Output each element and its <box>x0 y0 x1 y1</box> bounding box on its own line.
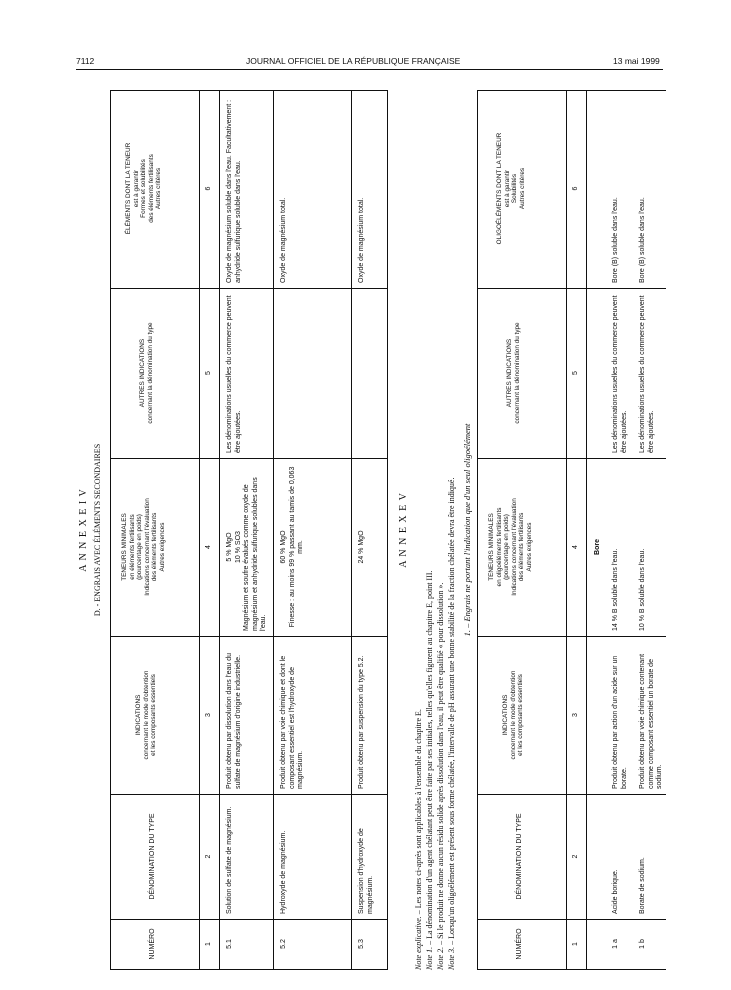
col-number: 6 <box>205 186 212 191</box>
row-number: 5.3 <box>358 939 365 949</box>
row-teneurs: 14 % B soluble dans l'eau. <box>612 548 619 631</box>
row-number: 1 b <box>639 939 646 949</box>
col-header-numero: NUMÉRO <box>149 928 156 960</box>
row-indications: Produit obtenu par voie chimique contenant comme composant essentiel un borate de sodium. <box>639 653 664 789</box>
row-indications: Produit obtenu par suspension du type 5.2. <box>358 655 365 789</box>
row-denomination: Hydroxyde de magnésium. <box>280 830 287 914</box>
annexe-iv-table <box>110 90 388 970</box>
row-teneurs: 24 % MgO <box>358 530 365 564</box>
row-elements: Bore (B) soluble dans l'eau. <box>612 197 619 283</box>
col-number: 4 <box>205 545 212 549</box>
note-2: Note 2. – Si le produit ne donne aucun résidu solide après dissolution dans l'eau, il peut être qualifié « pour dissolution ». <box>436 582 445 970</box>
row-number: 1 a <box>612 939 619 949</box>
col-header-autres: AUTRES INDICATIONS concernant la dénomination du type <box>139 322 154 424</box>
col-header-numero: NUMÉRO <box>516 928 523 960</box>
col-number: 1 <box>572 942 579 946</box>
row-elements: Bore (B) soluble dans l'eau. <box>639 197 646 283</box>
col-number: 4 <box>572 545 579 549</box>
row-indications: Produit obtenu par action d'un acide sur un borate. <box>612 655 628 789</box>
row-autres: Les dénominations usuelles du commerce peuvent être ajoutées. <box>612 295 628 453</box>
row-denomination: Acide borique. <box>612 869 619 914</box>
col-header-teneurs: TENEURS MINIMALES en oligoéléments fertilisants (pourcentage en poids) Indications concernant l'évaluation des éléments fertilisants Autres exigences <box>488 498 533 596</box>
row-teneurs: 60 % MgO Finesse : au moins 99 % passant au tamis de 0,063 mm. <box>280 466 305 628</box>
row-indications: Produit obtenu par dissolution dans l'eau du sulfate de magnésium d'origine industrielle. <box>226 653 242 789</box>
annexe-iv-subtitle: D. - ENGRAIS AVEC ÉLÉMENTS SECONDAIRES <box>93 443 102 617</box>
header-rule <box>76 69 663 70</box>
col-header-denomination: DÉNOMINATION DU TYPE <box>149 813 156 900</box>
annexe-v-table <box>477 90 666 970</box>
row-elements: Oxyde de magnésium total. <box>280 197 287 283</box>
note-1: Note 1. – La dénomination d'un agent chélatant peut être faite par ses initiales, telles qu'elles figurent au chapitre E, point III. <box>425 570 434 970</box>
group-label-bore: Bore <box>594 539 601 555</box>
col-header-autres: AUTRES INDICATIONS concernant la dénomination du type <box>506 322 521 424</box>
row-teneurs: 10 % B soluble dans l'eau. <box>639 548 646 631</box>
col-header-indications: INDICATIONS concernant le mode d'obtention et les composants essentiels <box>135 670 158 760</box>
row-indications: Produit obtenu par voie chimique et dont le composant essentiel est l'hydroxyde de magnésium. <box>280 655 305 789</box>
issue-date: 13 mai 1999 <box>613 56 660 66</box>
col-header-oligoelements: OLIGOÉLÉMENTS DONT LA TENEUR est à garantir Solubilités Autres critères <box>496 132 526 245</box>
rotated-page-content <box>76 80 666 980</box>
row-elements: Oxyde de magnésium total. <box>358 197 365 283</box>
note-explicative: Note explicative. – Les notes ci-après sont applicables à l'ensemble du chapitre E. <box>414 709 423 970</box>
col-header-indications: INDICATIONS concernant le mode d'obtention et les composants essentiels <box>502 670 525 760</box>
annexe-iv-title: A N N E X E I V <box>78 488 89 572</box>
row-denomination: Suspension d'hydroxyde de magnésium. <box>358 828 374 914</box>
row-denomination: Solution de sulfate de magnésium. <box>226 806 233 914</box>
row-teneurs: 5 % MgO 10 % SO3 Magnésium et soufre évalués comme oxyde de magnésium et anhydride sulfurique solubles dans l'eau. <box>226 477 268 631</box>
col-header-denomination: DÉNOMINATION DU TYPE <box>516 813 523 900</box>
col-number: 6 <box>572 186 579 191</box>
annexe-v-title: A N N E X E V <box>398 492 409 568</box>
row-denomination: Borate de sodium. <box>639 857 646 914</box>
col-number: 5 <box>572 371 579 375</box>
annexe-v-section-title: 1. – Engrais ne portant l'indication que d'un seul oligoélément <box>462 423 472 637</box>
col-number: 5 <box>205 371 212 375</box>
journal-title: JOURNAL OFFICIEL DE LA RÉPUBLIQUE FRANÇAISE <box>246 56 461 66</box>
note-3: Note 3. – Lorsqu'un oligoélément est présent sous forme chélatée, l'intervalle de pH assurant une bonne stabilité de la fraction chélatée devra être indiqué. <box>447 477 456 970</box>
col-number: 2 <box>572 854 579 859</box>
row-autres: Les dénominations usuelles du commerce peuvent être ajoutées. <box>226 295 242 453</box>
col-number: 3 <box>572 713 579 717</box>
col-header-teneurs: TENEURS MINIMALES en éléments fertilisants (pourcentage en poids) Indications concernant l'évaluation des éléments fertilisants Autres exigences <box>121 498 166 596</box>
row-elements: Oxyde de magnésium soluble dans l'eau. Facultativement : anhydride sulfurique soluble dans l'eau. <box>226 99 242 283</box>
row-number: 5.1 <box>226 939 233 949</box>
col-number: 3 <box>205 713 212 717</box>
row-number: 5.2 <box>280 939 287 949</box>
col-header-elements: ÉLÉMENTS DONT LA TENEUR est à garantir Formes et solubilités des éléments fertilisants Autres critères <box>125 142 163 235</box>
row-autres: Les dénominations usuelles du commerce peuvent être ajoutées. <box>639 295 655 453</box>
col-number: 2 <box>205 854 212 859</box>
col-number: 1 <box>205 942 212 946</box>
page-number: 7112 <box>76 56 95 66</box>
